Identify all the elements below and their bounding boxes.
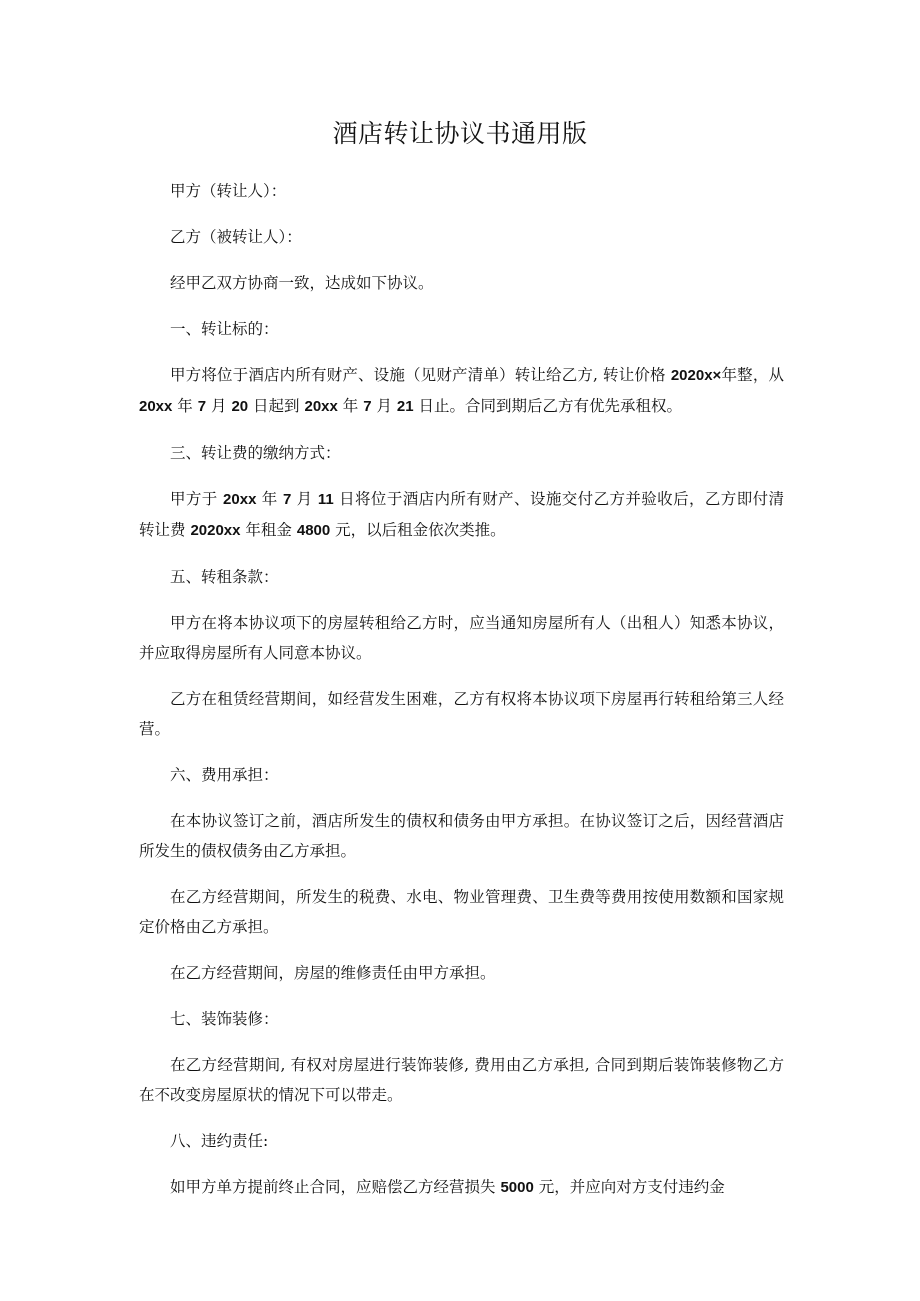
paragraph bbox=[139, 360, 784, 422]
paragraph bbox=[139, 176, 784, 206]
paragraph-text: 日将位于酒店内所有财产、设施交付乙方并验收后，乙方即付清转让费 bbox=[139, 490, 785, 539]
emphasized-value: 4800 bbox=[296, 522, 331, 539]
emphasized-value: 20xx bbox=[223, 491, 257, 508]
paragraph bbox=[139, 484, 784, 546]
paragraph bbox=[139, 438, 784, 468]
paragraph-text: 乙方（被转让人）： bbox=[170, 228, 302, 246]
paragraph-text: 在乙方经营期间，房屋的维修责任由甲方承担。 bbox=[170, 964, 496, 982]
paragraph bbox=[139, 608, 784, 668]
emphasized-value: 5000 bbox=[500, 1179, 534, 1196]
paragraph-text: 在本协议签订之前，酒店所发生的债权和债务由甲方承担。在协议签订之后，因经营酒店所发生的债权债务由乙方承担。 bbox=[139, 812, 784, 860]
paragraph-text: 月 bbox=[206, 397, 232, 415]
paragraph bbox=[139, 1126, 784, 1156]
paragraph-text: 年 bbox=[337, 397, 364, 415]
paragraph bbox=[139, 958, 784, 988]
paragraph-text: 年整，从 bbox=[721, 366, 784, 384]
paragraph bbox=[139, 806, 784, 866]
paragraph bbox=[139, 314, 784, 344]
emphasized-value: 20xx bbox=[139, 398, 173, 415]
paragraph-text: 如甲方单方提前终止合同，应赔偿乙方经营损失 bbox=[170, 1178, 501, 1196]
emphasized-value: 7 bbox=[197, 398, 207, 415]
paragraph-text: 一、转让标的： bbox=[170, 320, 279, 338]
paragraph bbox=[139, 760, 784, 790]
paragraph-text: 年 bbox=[172, 397, 198, 415]
paragraph-text: 五、转租条款： bbox=[170, 568, 279, 586]
paragraph-text: 六、费用承担： bbox=[170, 766, 279, 784]
emphasized-value: 7 bbox=[283, 491, 292, 508]
paragraph-text: 八、违约责任: bbox=[170, 1132, 269, 1150]
emphasized-value: 20 bbox=[231, 398, 249, 415]
emphasized-value: 2020xx bbox=[190, 522, 241, 539]
paragraph-text: 月 bbox=[371, 397, 397, 415]
paragraph bbox=[139, 1004, 784, 1034]
paragraph bbox=[139, 1172, 784, 1203]
paragraph-text: 元，以后租金依次类推。 bbox=[330, 521, 506, 539]
paragraph-text: 在乙方经营期间, 有权对房屋进行装饰装修, 费用由乙方承担, 合同到期后装饰装修物乙方在不改变房屋原状的情况下可以带走。 bbox=[139, 1056, 784, 1104]
paragraph-text: 乙方在租赁经营期间，如经营发生困难，乙方有权将本协议项下房屋再行转租给第三人经营。 bbox=[139, 690, 784, 738]
paragraph-text: 三、转让费的缴纳方式： bbox=[170, 444, 341, 462]
paragraph bbox=[139, 222, 784, 252]
paragraph-text: 日起到 bbox=[248, 397, 305, 415]
paragraph bbox=[139, 882, 784, 942]
emphasized-value: 21 bbox=[396, 398, 414, 415]
paragraph bbox=[139, 562, 784, 592]
emphasized-value: 2020x× bbox=[670, 367, 722, 384]
paragraph-text: 甲方在将本协议项下的房屋转租给乙方时，应当通知房屋所有人（出租人）知悉本协议，并应取得房屋所有人同意本协议。 bbox=[139, 614, 784, 662]
paragraph-text: 甲方将位于酒店内所有财产、设施（见财产清单）转让给乙方, 转让价格 bbox=[170, 366, 671, 384]
emphasized-value: 7 bbox=[363, 398, 372, 415]
paragraph-text: 元，并应向对方支付违约金 bbox=[533, 1178, 725, 1196]
emphasized-value: 20xx bbox=[304, 398, 338, 415]
paragraph bbox=[139, 1050, 784, 1110]
document-body bbox=[139, 176, 784, 1219]
paragraph-text: 在乙方经营期间，所发生的税费、水电、物业管理费、卫生费等费用按使用数额和国家规定价格由乙方承担。 bbox=[139, 888, 784, 936]
document-title: 酒店转让协议书通用版 bbox=[332, 119, 588, 148]
paragraph-text: 七、装饰装修： bbox=[170, 1010, 279, 1028]
paragraph bbox=[139, 684, 784, 744]
paragraph-text: 经甲乙双方协商一致，达成如下协议。 bbox=[170, 274, 434, 292]
paragraph-text: 月 bbox=[291, 490, 318, 508]
paragraph-text: 年 bbox=[256, 490, 283, 508]
paragraph-text: 甲方（转让人）： bbox=[170, 182, 287, 200]
paragraph-text: 年租金 bbox=[240, 521, 297, 539]
paragraph-text: 日止。合同到期后乙方有优先承租权。 bbox=[413, 397, 683, 415]
paragraph bbox=[139, 268, 784, 298]
paragraph-text: 甲方于 bbox=[170, 490, 224, 508]
emphasized-value: 11 bbox=[317, 491, 334, 508]
